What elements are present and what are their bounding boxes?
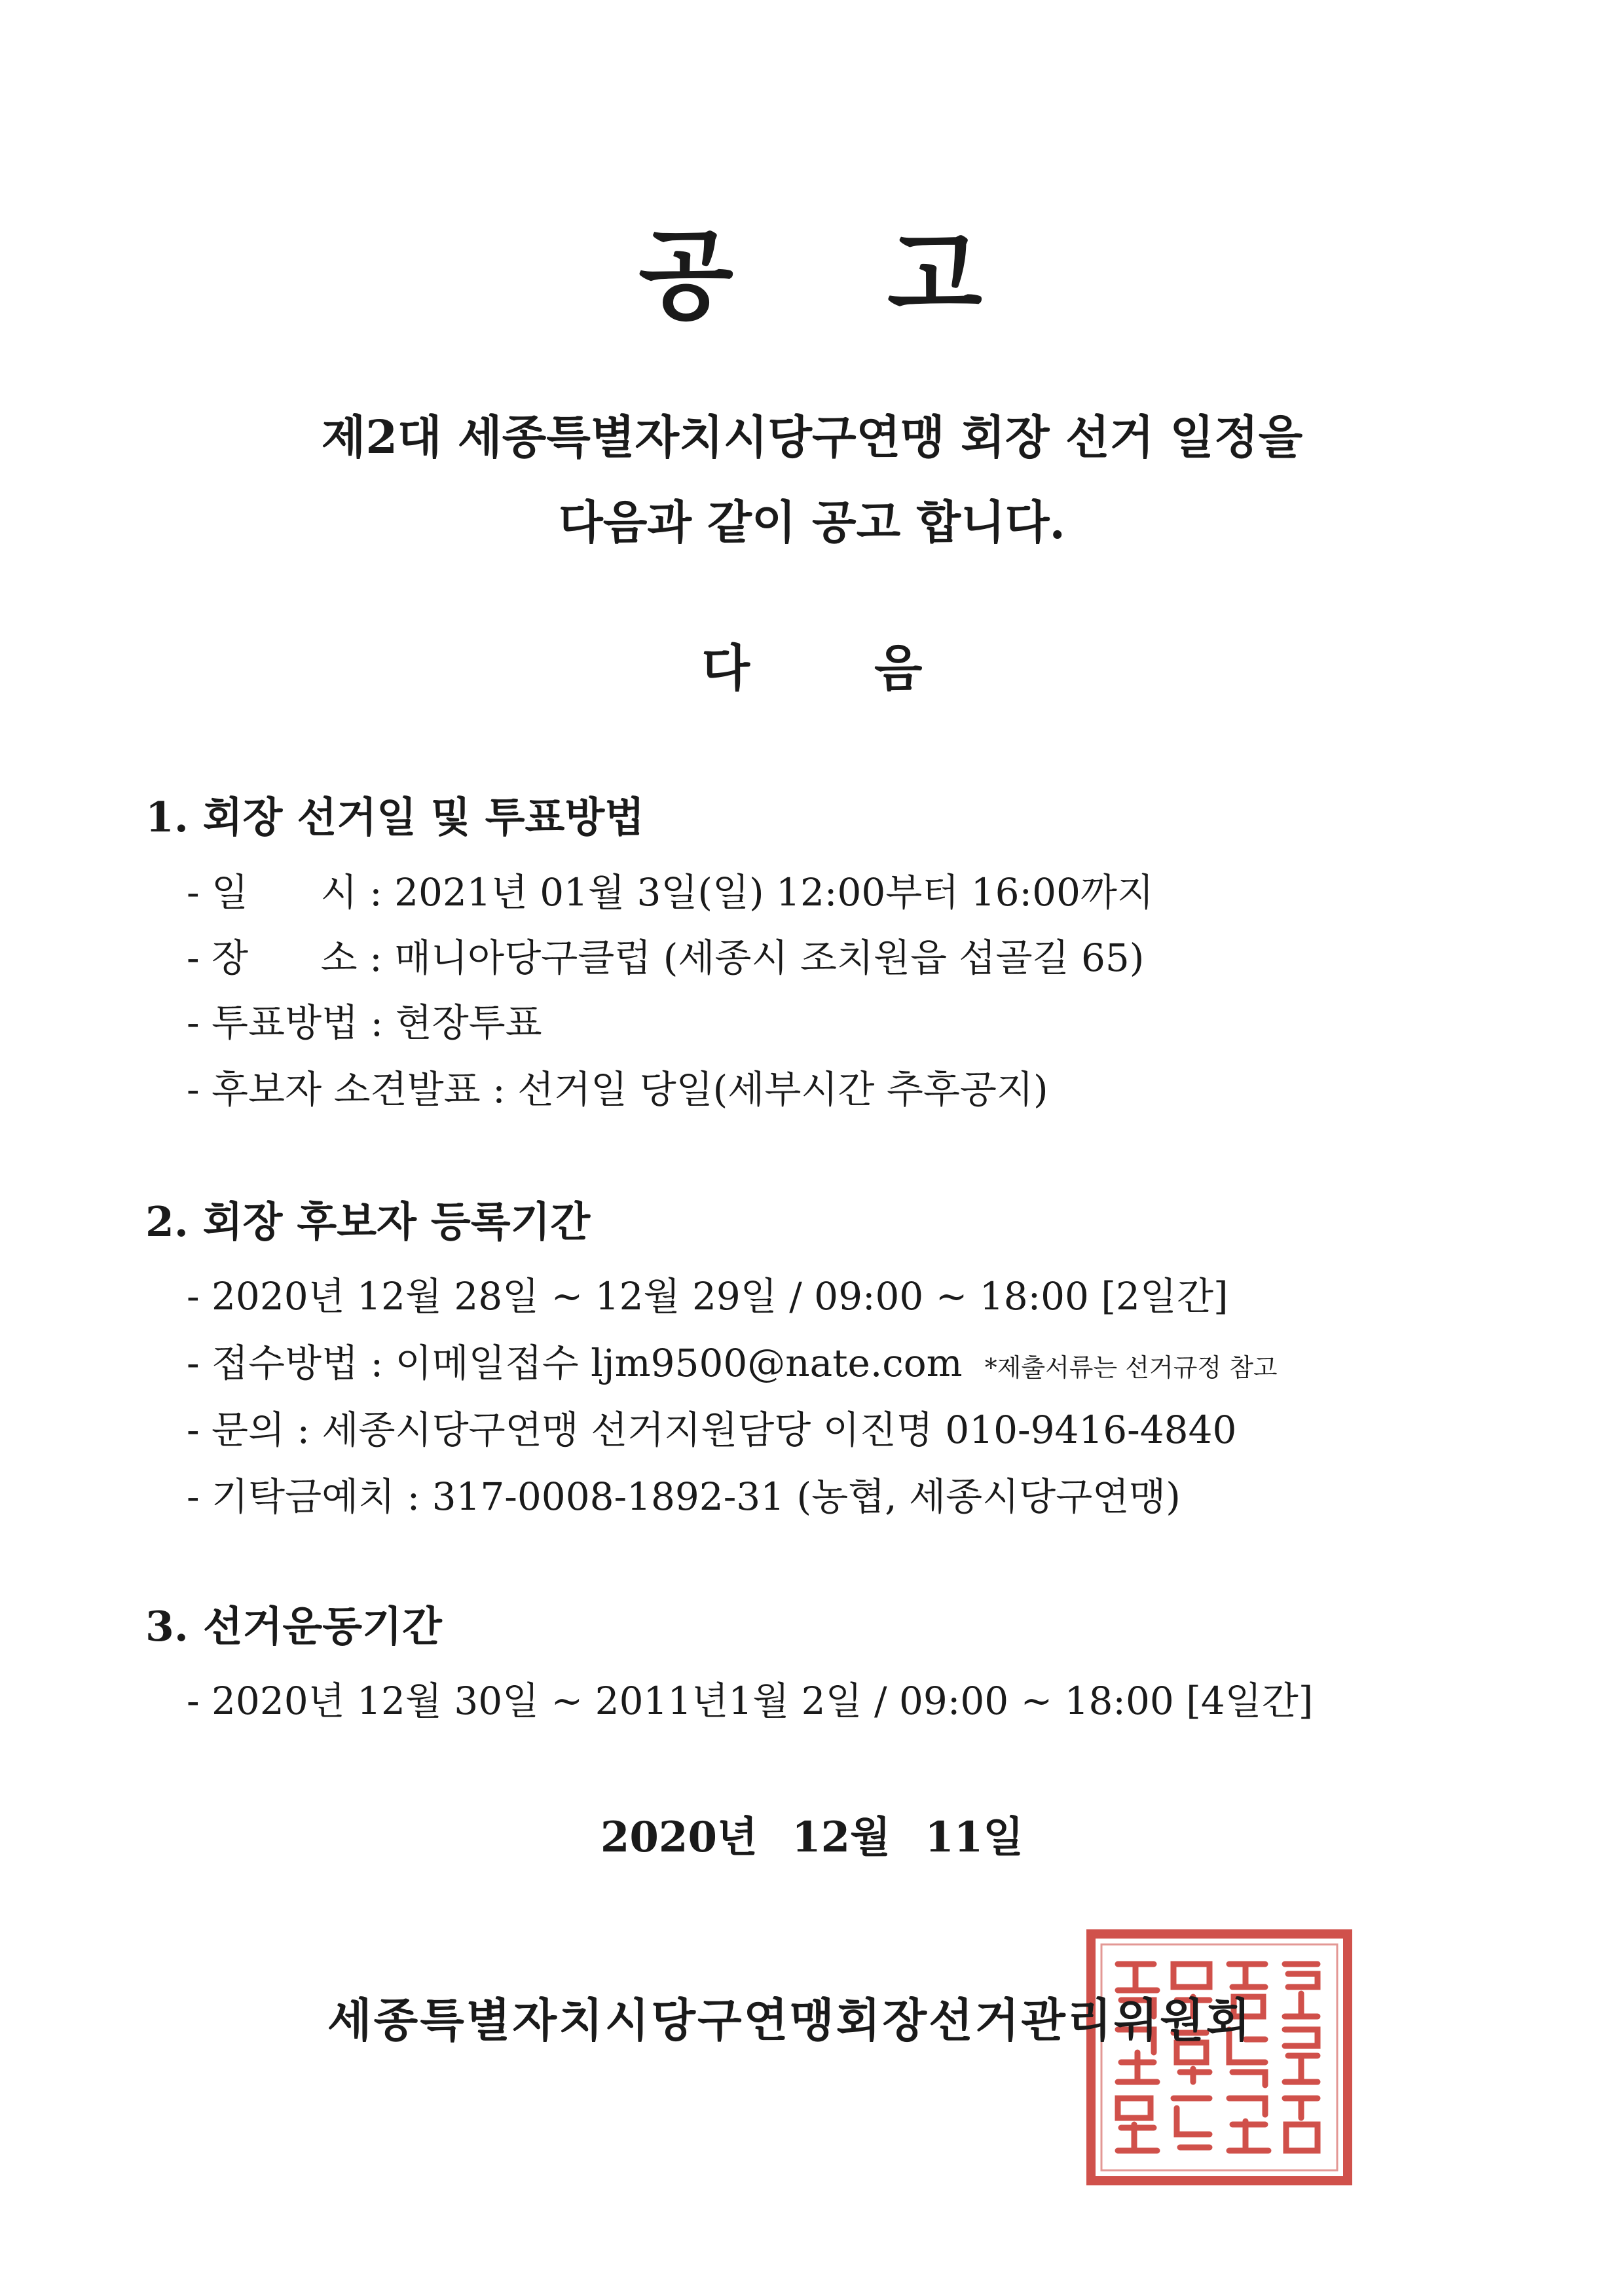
official-seal [1082,1925,1357,2190]
section-2-item-deposit: - 기탁금예치 : 317-0008-1892-31 (농협, 세종시당구연맹) [187,1474,1181,1519]
title-part-1: 공 [638,218,737,333]
submission-note: *제출서류는 선거규정 참고 [984,1353,1278,1382]
section-2-item-submission [187,1332,1278,1387]
section-3-item-period: - 2020년 12월 30일 ~ 2011년1월 2일 / 09:00 ~ 18:00 [4일간] [187,1679,1314,1723]
subtitle-part-2: 음 [874,639,923,697]
organization-name: 세종특별자치시당구연맹회장선거관리위원회 [327,1993,1253,2047]
title-part-2: 고 [887,218,986,333]
intro-line-1: 제2대 세종특별자치시당구연맹 회장 선거 일정을 [321,410,1303,464]
section-1-item-method: - 투표방법 : 현장투표 [187,1000,542,1045]
section-1-item-speech: - 후보자 소견발표 : 선거일 당일(세부시간 추후공지) [187,1067,1048,1112]
section-2-item-period: - 2020년 12월 28일 ~ 12월 29일 / 09:00 ~ 18:00 [2일간] [187,1274,1228,1319]
section-1-item-place: - 장 소 : 매니아당구클럽 (세종시 조치원읍 섭골길 65) [187,936,1145,980]
section-3-heading: 3. 선거운동기간 [145,1602,442,1650]
submission-text: - 접수방법 : 이메일접수 ljm9500@nate.com [187,1341,963,1385]
subtitle [0,629,1624,700]
subtitle-part-1: 다 [701,639,750,697]
announcement-date: 2020년 12월 11일 [600,1813,1024,1862]
section-1-item-date: - 일 시 : 2021년 01월 3일(일) 12:00부터 16:00까지 [187,870,1154,915]
document-title [0,196,1624,338]
section-1-heading: 1. 회장 선거일 및 투표방법 [145,793,645,841]
intro-line-2: 다음과 같이 공고 합니다. [559,495,1065,549]
section-2-item-contact: - 문의 : 세종시당구연맹 선거지원담당 이진명 010-9416-4840 [187,1408,1237,1452]
section-2-heading: 2. 회장 후보자 등록기간 [145,1197,591,1246]
